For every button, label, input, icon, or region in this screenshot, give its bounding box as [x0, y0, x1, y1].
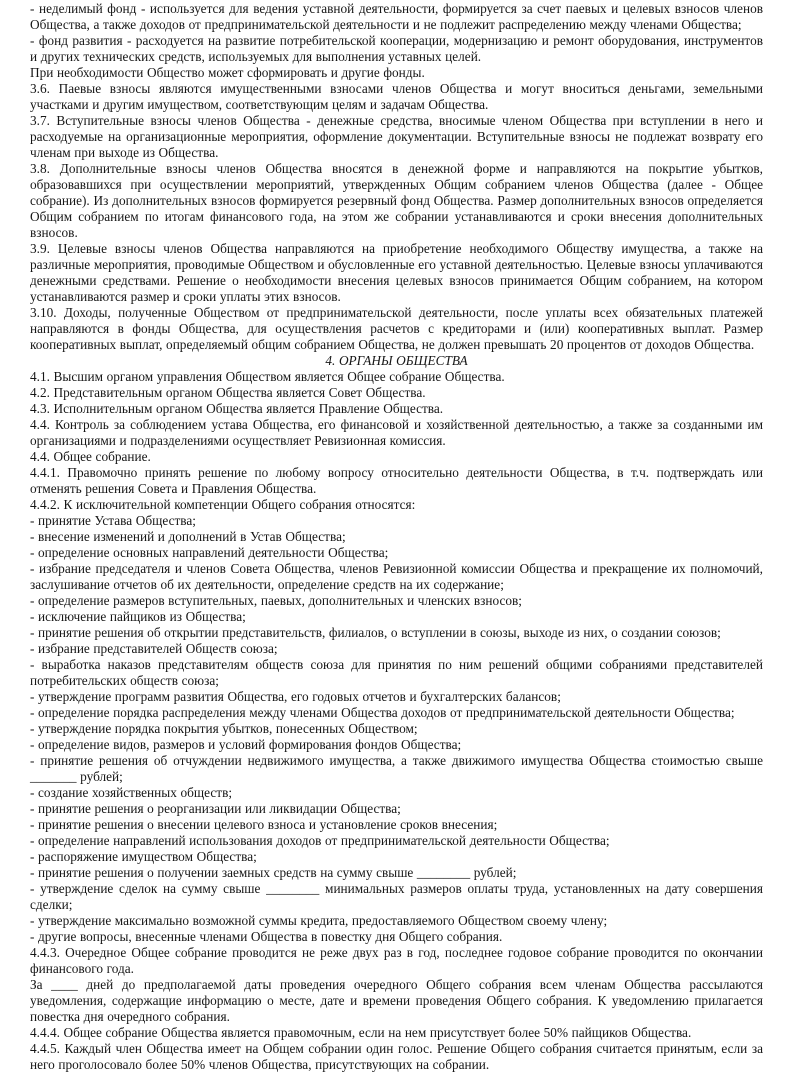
- paragraph-4-4-1: 4.4.1. Правомочно принять решение по любому вопросу относительно деятельности Общества, в т.ч. подтверждать или отменять решения Совета и Правления Общества.: [30, 465, 763, 496]
- list-item-fee-sizes: - определение размеров вступительных, паевых, дополнительных и членских взносов;: [30, 593, 523, 608]
- list-item-main-directions: - определение основных направлений деятельности Общества;: [30, 545, 389, 560]
- list-item-reorganization: - принятие решения о реорганизации или ликвидации Общества;: [30, 801, 401, 816]
- list-item-other-questions: - другие вопросы, внесенные членами Общества в повестку дня Общего собрания.: [30, 929, 503, 944]
- list-item-member-exclusion: - исключение пайщиков из Общества;: [30, 609, 246, 624]
- paragraph-4-3: 4.3. Исполнительным органом Общества является Правление Общества.: [30, 401, 444, 416]
- list-item-development-fund: - фонд развития - расходуется на развитие потребительской кооперации, модернизацию и ремонт оборудования, инструментов и других технических средств, используемых для выполнения уставных целей.: [30, 33, 763, 64]
- list-item-property-alienation: - принятие решения об отчуждении недвижимого имущества, а также движимого имущества Общества стоимостью свыше _______ рублей;: [30, 753, 763, 784]
- list-item-charter-amendments: - внесение изменений и дополнений в Устав Общества;: [30, 529, 346, 544]
- list-item-charter-adoption: - принятие Устава Общества;: [30, 513, 196, 528]
- list-item-indivisible-fund: - неделимый фонд - используется для ведения уставной деятельности, формируется за счет паевых и целевых взносов членов Общества, а также доходов от предпринимательской деятельности и не подлежит распределению между членами Общества;: [30, 1, 763, 32]
- paragraph-4-2: 4.2. Представительным органом Общества является Совет Общества.: [30, 385, 426, 400]
- list-item-union-representatives: - избрание представителей Обществ союза;: [30, 641, 278, 656]
- list-item-target-contribution: - принятие решения о внесении целевого взноса и установление сроков внесения;: [30, 817, 498, 832]
- list-item-income-use: - определение направлений использования доходов от предпринимательской деятельности Общества;: [30, 833, 610, 848]
- list-item-election-chairman: - избрание председателя и членов Совета Общества, членов Ревизионной комиссии Общества и прекращение их полномочий, заслушивание отчетов об их деятельности, определение средств на их содержание;: [30, 561, 763, 592]
- list-item-branches-unions: - принятие решения об открытии представительств, филиалов, о вступлении в союзы, выходе из них, о создании союзов;: [30, 625, 721, 640]
- list-item-borrowed-funds: - принятие решения о получении заемных средств на сумму свыше ________ рублей;: [30, 865, 517, 880]
- list-item-property-disposal: - распоряжение имуществом Общества;: [30, 849, 257, 864]
- list-item-union-mandates: - выработка наказов представителям обществ союза для принятия по ним решений общими собраниями представителей потребительских обществ союза;: [30, 657, 763, 688]
- paragraph-3-6: 3.6. Паевые взносы являются имущественными взносами членов Общества и могут вноситься деньгами, земельными участками и другим имуществом, соответствующим целям и задачам Общества.: [30, 81, 763, 112]
- section-heading-4: 4. ОРГАНЫ ОБЩЕСТВА: [325, 353, 468, 368]
- paragraph-4-4-4: 4.4.4. Общее собрание Общества является правомочным, если на нем присутствует более 50% пайщиков Общества.: [30, 1025, 692, 1040]
- list-item-business-entities: - создание хозяйственных обществ;: [30, 785, 233, 800]
- paragraph-4-4-2: 4.4.2. К исключительной компетенции Общего собрания относятся:: [30, 497, 416, 512]
- list-item-income-distribution: - определение порядка распределения между членами Общества доходов от предпринимательской деятельности Общества;: [30, 705, 735, 720]
- paragraph-3-8: 3.8. Дополнительные взносы членов Общества вносятся в денежной форме и направляются на покрытие убытков, образовавшихся при осуществлении мероприятий, утвержденных Общим собранием членов Общества (далее - Общее собрание). Из дополнительных взносов формируется резервный фонд Общества. Размер дополнительных взносов определяется Общим собранием по итогам финансового года, на этом же собрании устанавливаются и сроки внесения дополнительных взносов.: [30, 161, 763, 240]
- list-item-fund-formation: - определение видов, размеров и условий формирования фондов Общества;: [30, 737, 462, 752]
- paragraph-notification: За ____ дней до предполагаемой даты проведения очередного Общего собрания всем членам Общества рассылаются уведомления, содержащие информацию о месте, дате и времени проведения Общего собрания. К уведомлению прилагается повестка дня очередного собрания.: [30, 977, 763, 1024]
- paragraph-4-4-general-meeting: 4.4. Общее собрание.: [30, 449, 151, 464]
- paragraph-4-1: 4.1. Высшим органом управления Обществом является Общее собрание Общества.: [30, 369, 505, 384]
- paragraph-4-4-5: 4.4.5. Каждый член Общества имеет на Общем собрании один голос. Решение Общего собрания считается принятым, если за него проголосовало более 50% членов Общества, присутствующих на собрании.: [30, 1041, 763, 1072]
- list-item-max-credit: - утверждение максимально возможной суммы кредита, предоставляемого Обществом своему члену;: [30, 913, 608, 928]
- list-item-loss-coverage: - утверждение порядка покрытия убытков, понесенных Обществом;: [30, 721, 418, 736]
- paragraph-4-4-control: 4.4. Контроль за соблюдением устава Общества, его финансовой и хозяйственной деятельностью, а также за созданными им организациями и подразделениями осуществляет Ревизионная комиссия.: [30, 417, 763, 448]
- paragraph-other-funds: При необходимости Общество может сформировать и другие фонды.: [30, 65, 425, 80]
- list-item-deal-approval: - утверждение сделок на сумму свыше ________ минимальных размеров оплаты труда, установленных на дату совершения сделки;: [30, 881, 763, 912]
- list-item-program-approval: - утверждение программ развития Общества, его годовых отчетов и бухгалтерских балансов;: [30, 689, 561, 704]
- paragraph-3-10: 3.10. Доходы, полученные Обществом от предпринимательской деятельности, после уплаты всех обязательных платежей направляются в фонды Общества, для осуществления расчетов с кредиторами и (или) кооперативных выплат. Размер кооперативных выплат, определяемый общим собранием Общества, не должен превышать 20 процентов от доходов Общества.: [30, 305, 763, 352]
- paragraph-3-7: 3.7. Вступительные взносы членов Общества - денежные средства, вносимые членом Общества при вступлении в него и расходуемые на организационные мероприятия, оформление документации. Вступительные взносы не подлежат возврату его членам при выходе из Общества.: [30, 113, 763, 160]
- paragraph-3-9: 3.9. Целевые взносы членов Общества направляются на приобретение необходимого Обществу имущества, а также на различные мероприятия, проводимые Обществом и обусловленные его уставной деятельностью. Целевые взносы уплачиваются денежными средствами. Решение о необходимости внесения целевых взносов принимается Общим собранием, на котором устанавливаются размер и сроки уплаты этих взносов.: [30, 241, 763, 304]
- paragraph-4-4-3: 4.4.3. Очередное Общее собрание проводится не реже двух раз в год, последнее годовое собрание проводится по окончании финансового года.: [30, 945, 763, 976]
